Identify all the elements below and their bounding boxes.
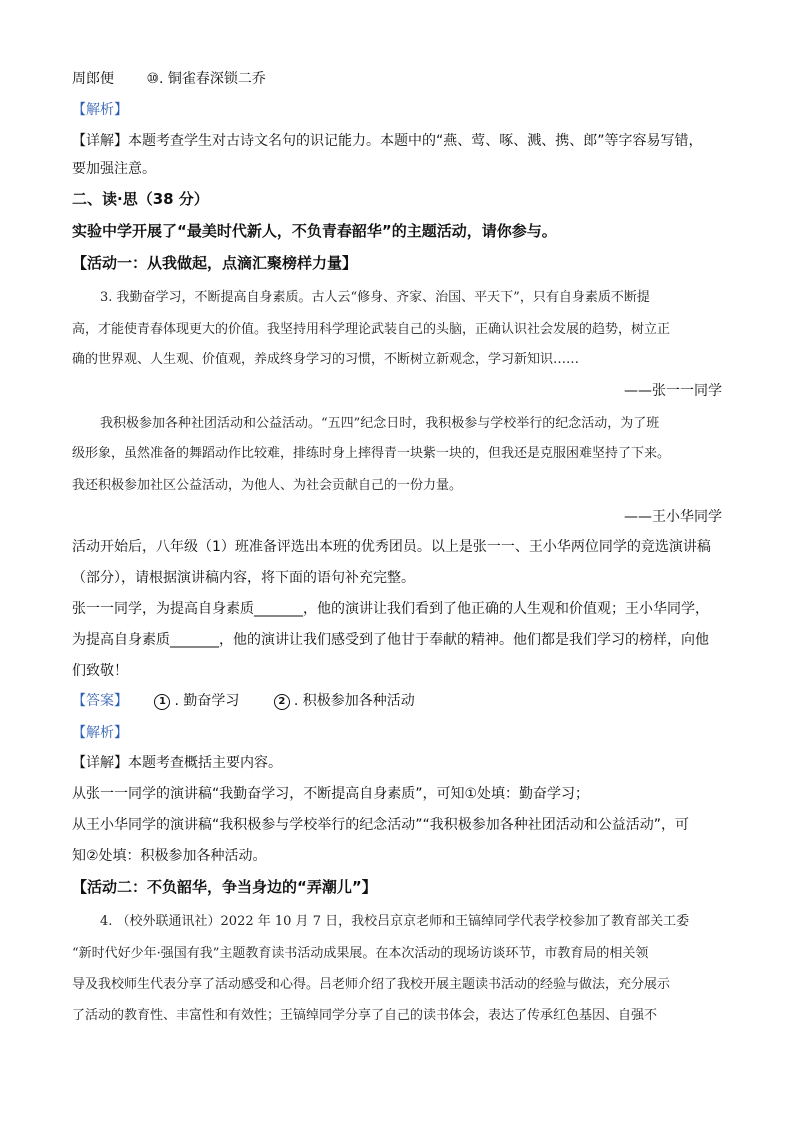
passage-line: 了活动的教育性、丰富性和有效性；王镐绰同学分享了自己的读书体会，表达了传承红色基因、自强不 [72, 1008, 658, 1023]
activity-heading: 【活动一：从我做起，点滴汇聚榜样力量】 [72, 254, 358, 272]
question-text: 们致敬！ [72, 663, 128, 679]
question-text: （部分），请根据演讲稿内容，将下面的语句补充完整。 [72, 570, 415, 586]
text-line [72, 68, 266, 88]
passage-line: 导及我校师生代表分享了活动感受和心得。吕老师介绍了我校开展主题读书活动的经验与做法，充分展示 [72, 977, 671, 992]
passage-line: 确的世界观、人生观、价值观，养成终身学习的习惯，不断树立新观念，学习新知识…… [72, 352, 580, 367]
answer-text: . 勤奋学习 [174, 693, 240, 709]
circled-number: 2 [274, 694, 290, 710]
text-span: ⑩. 铜雀春深锁二乔 [146, 71, 266, 87]
passage-line: “新时代好少年·强国有我”主题教育读书活动成果展。在本次活动的现场访谈环节，市教育局的相关领 [72, 946, 649, 961]
analysis-label: 【解析】 [72, 102, 128, 118]
text-span: 周郎便 [72, 71, 114, 87]
question-text: 活动开始后，八年级（1）班准备评选出本班的优秀团员。以上是张一一、王小华两位同学的竞选演讲稿 [72, 539, 711, 555]
answer-line [72, 690, 415, 710]
detail-text: 知②处填：积极参加各种活动。 [72, 848, 267, 864]
passage-line: 我还积极参加社区公益活动，为他人、为社会贡献自己的一份力量。 [72, 478, 463, 493]
detail-text: 从张一一同学的演讲稿“我勤奋学习，不断提高自身素质”，可知①处填：勤奋学习； [72, 786, 590, 802]
answer-item [154, 693, 239, 709]
activity-intro: 实验中学开展了“最美时代新人，不负青春韶华”的主题活动，请你参与。 [72, 222, 557, 240]
section-heading: 二、读·思（38 分） [72, 190, 209, 208]
activity-heading: 【活动二：不负韶华，争当身边的“弄潮儿”】 [72, 878, 377, 896]
circled-number: 1 [154, 694, 170, 710]
detail-text: 【详解】本题考查概括主要内容。 [72, 755, 282, 771]
detail-text: 要加强注意。 [72, 161, 156, 177]
passage-line: 高，才能使青春体现更大的价值。我坚持用科学理论武装自己的头脑，正确认识社会发展的趋势，树立正 [72, 322, 671, 337]
question-text: 为提高自身素质_______，他的演讲让我们感受到了他甘于奉献的精神。他们都是我们学习的榜样，向他 [72, 632, 709, 648]
signature: ——王小华同学 [624, 509, 722, 525]
answer-label: 【答案】 [72, 693, 128, 709]
signature: ——张一一同学 [624, 383, 722, 399]
passage-line: 4. （校外联通讯社）2022 年 10 月 7 日，我校吕京京老师和王镐绰同学代表学校参加了教育部关工委 [100, 914, 690, 929]
passage-line: 3. 我勤奋学习，不断提高自身素质。古人云“修身、齐家、治国、平天下”，只有自身素质不断提 [100, 290, 650, 305]
detail-text: 从王小华同学的演讲稿“我积极参与学校举行的纪念活动”“我积极参加各种社团活动和公益活动”，可 [72, 817, 690, 833]
passage-line: 级形象，虽然准备的舞蹈动作比较难，排练时身上摔得青一块紫一块的，但我还是克服困难坚持了下来。 [72, 446, 671, 461]
question-text: 张一一同学，为提高自身素质_______，他的演讲让我们看到了他正确的人生观和价值观；王小华同学， [72, 601, 709, 617]
answer-item [274, 693, 415, 709]
passage-line: 我积极参加各种社团活动和公益活动。“五四”纪念日时，我积极参与学校举行的纪念活动，为了班 [100, 416, 660, 431]
answer-text: . 积极参加各种活动 [293, 693, 415, 709]
analysis-label: 【解析】 [72, 725, 128, 741]
detail-text: 【详解】本题考查学生对古诗文名句的识记能力。本题中的“燕、莺、啄、溅、携、郎”等字容易写错， [72, 133, 703, 149]
